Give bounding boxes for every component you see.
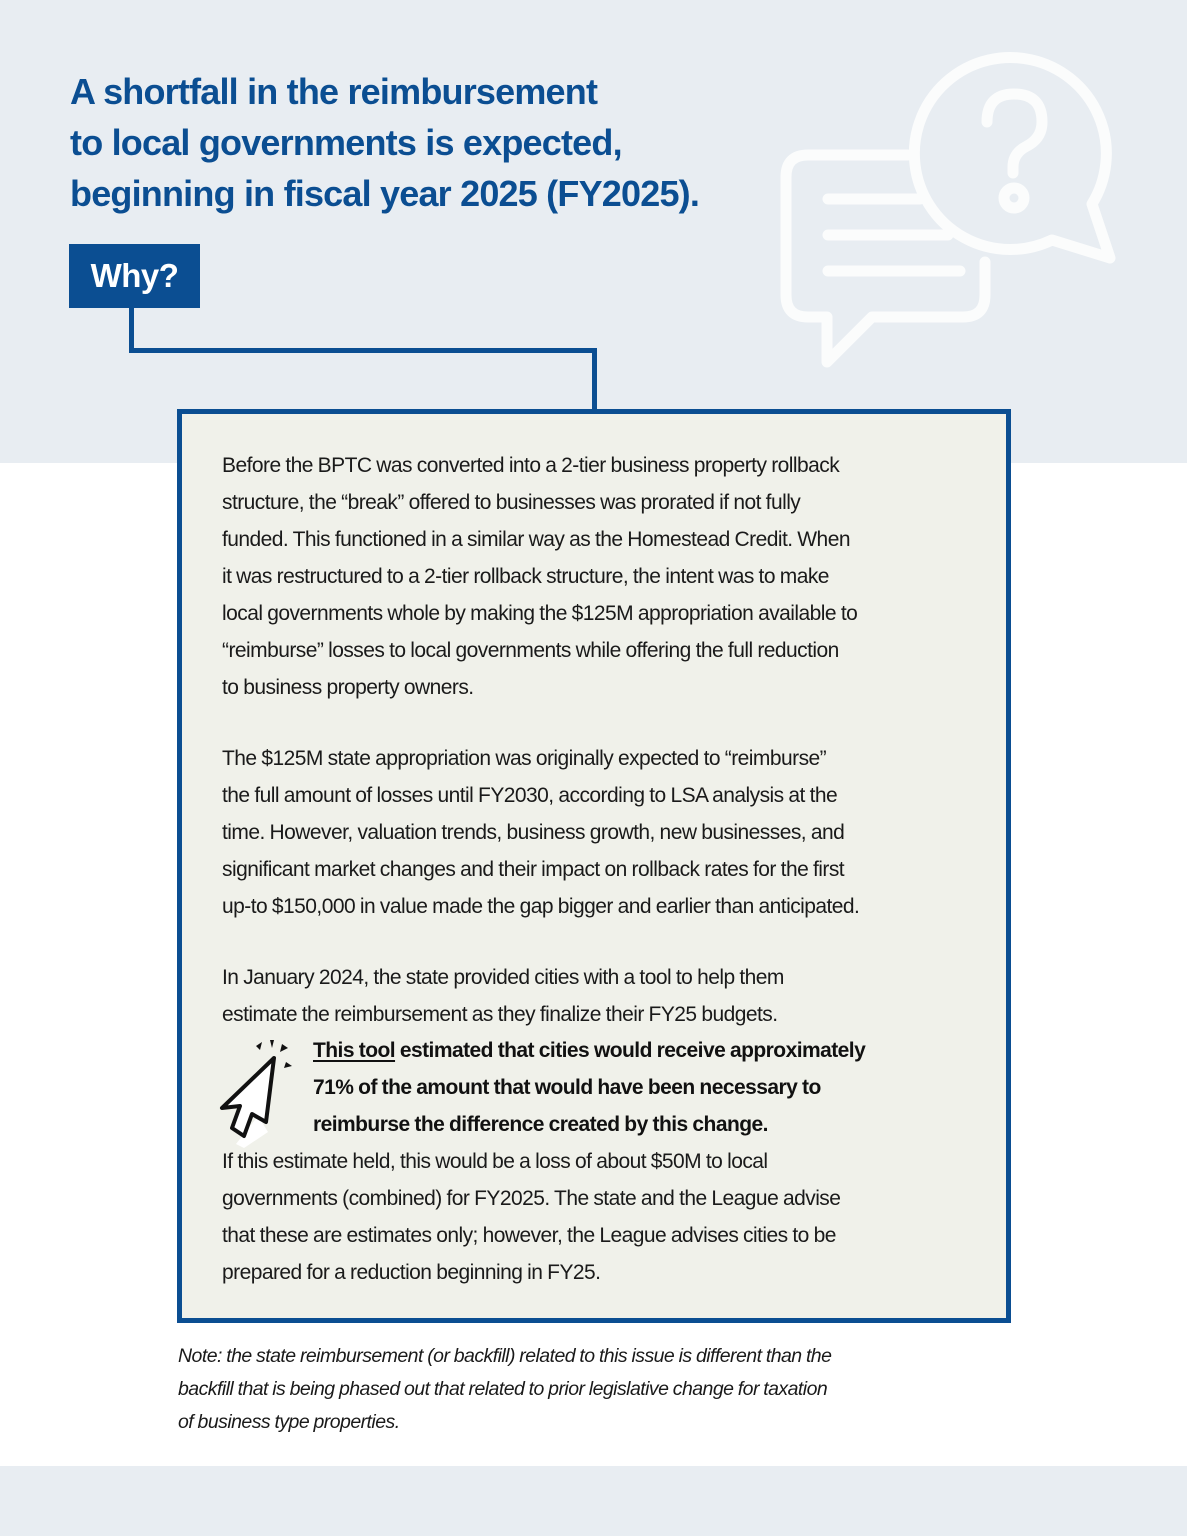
page-title [70,66,790,219]
text-line: that these are estimates only; however, the League advises cities to be [222,1224,836,1247]
why-badge [69,244,200,308]
tool-estimate-callout [313,1032,973,1143]
this-tool-link[interactable]: This tool [313,1039,396,1062]
text-line: structure, the “break” offered to businesses was prorated if not fully [222,491,801,514]
text-fragment: estimated that cities would receive approximately [395,1039,866,1062]
title-line: A shortfall in the reimbursement [70,71,598,112]
paragraph-appropriation [222,740,982,925]
paragraph-tool-intro [222,959,982,1033]
title-line: beginning in fiscal year 2025 (FY2025). [70,173,700,214]
text-line: backfill that is being phased out that related to prior legislative change for taxation [178,1378,828,1400]
text-line: “reimburse” losses to local governments while offering the full reduction [222,639,839,662]
text-line: time. However, valuation trends, business growth, new businesses, and [222,821,845,844]
cursor-click-icon [218,1036,300,1148]
connector-line [129,308,134,353]
text-line: estimate the reimbursement as they finalize their FY25 budgets. [222,1003,778,1026]
text-line: local governments whole by making the $125M appropriation available to [222,602,858,625]
text-line: the full amount of losses until FY2030, according to LSA analysis at the [222,784,838,807]
text-line [313,1032,973,1069]
text-line: Note: the state reimbursement (or backfill) related to this issue is different than the [178,1345,832,1367]
text-line: If this estimate held, this would be a loss of about $50M to local [222,1150,768,1173]
connector-line [129,348,597,353]
text-line: Before the BPTC was converted into a 2-tier business property rollback [222,454,840,477]
text-line: 71% of the amount that would have been necessary to [313,1076,821,1099]
footer-band [0,1466,1187,1536]
text-line: prepared for a reduction beginning in FY25. [222,1261,601,1284]
connector-line [592,348,597,414]
text-line: reimburse the difference created by this change. [313,1113,768,1136]
why-label: Why? [90,257,179,294]
text-line: it was restructured to a 2-tier rollback structure, the intent was to make [222,565,829,588]
text-line: funded. This functioned in a similar way as the Homestead Credit. When [222,528,850,551]
paragraph-estimated-loss [222,1143,982,1291]
text-line: In January 2024, the state provided cities with a tool to help them [222,966,784,989]
text-line: governments (combined) for FY2025. The state and the League advise [222,1187,841,1210]
text-line: to business property owners. [222,676,474,699]
title-line: to local governments is expected, [70,122,622,163]
paragraph-bptc-history [222,447,982,706]
text-line: up-to $150,000 in value made the gap bigger and earlier than anticipated. [222,895,860,918]
footnote [178,1340,998,1439]
text-line: significant market changes and their impact on rollback rates for the first [222,858,845,881]
text-line: The $125M state appropriation was originally expected to “reimburse” [222,747,827,770]
text-line: of business type properties. [178,1411,400,1433]
chat-question-icon [770,40,1130,380]
